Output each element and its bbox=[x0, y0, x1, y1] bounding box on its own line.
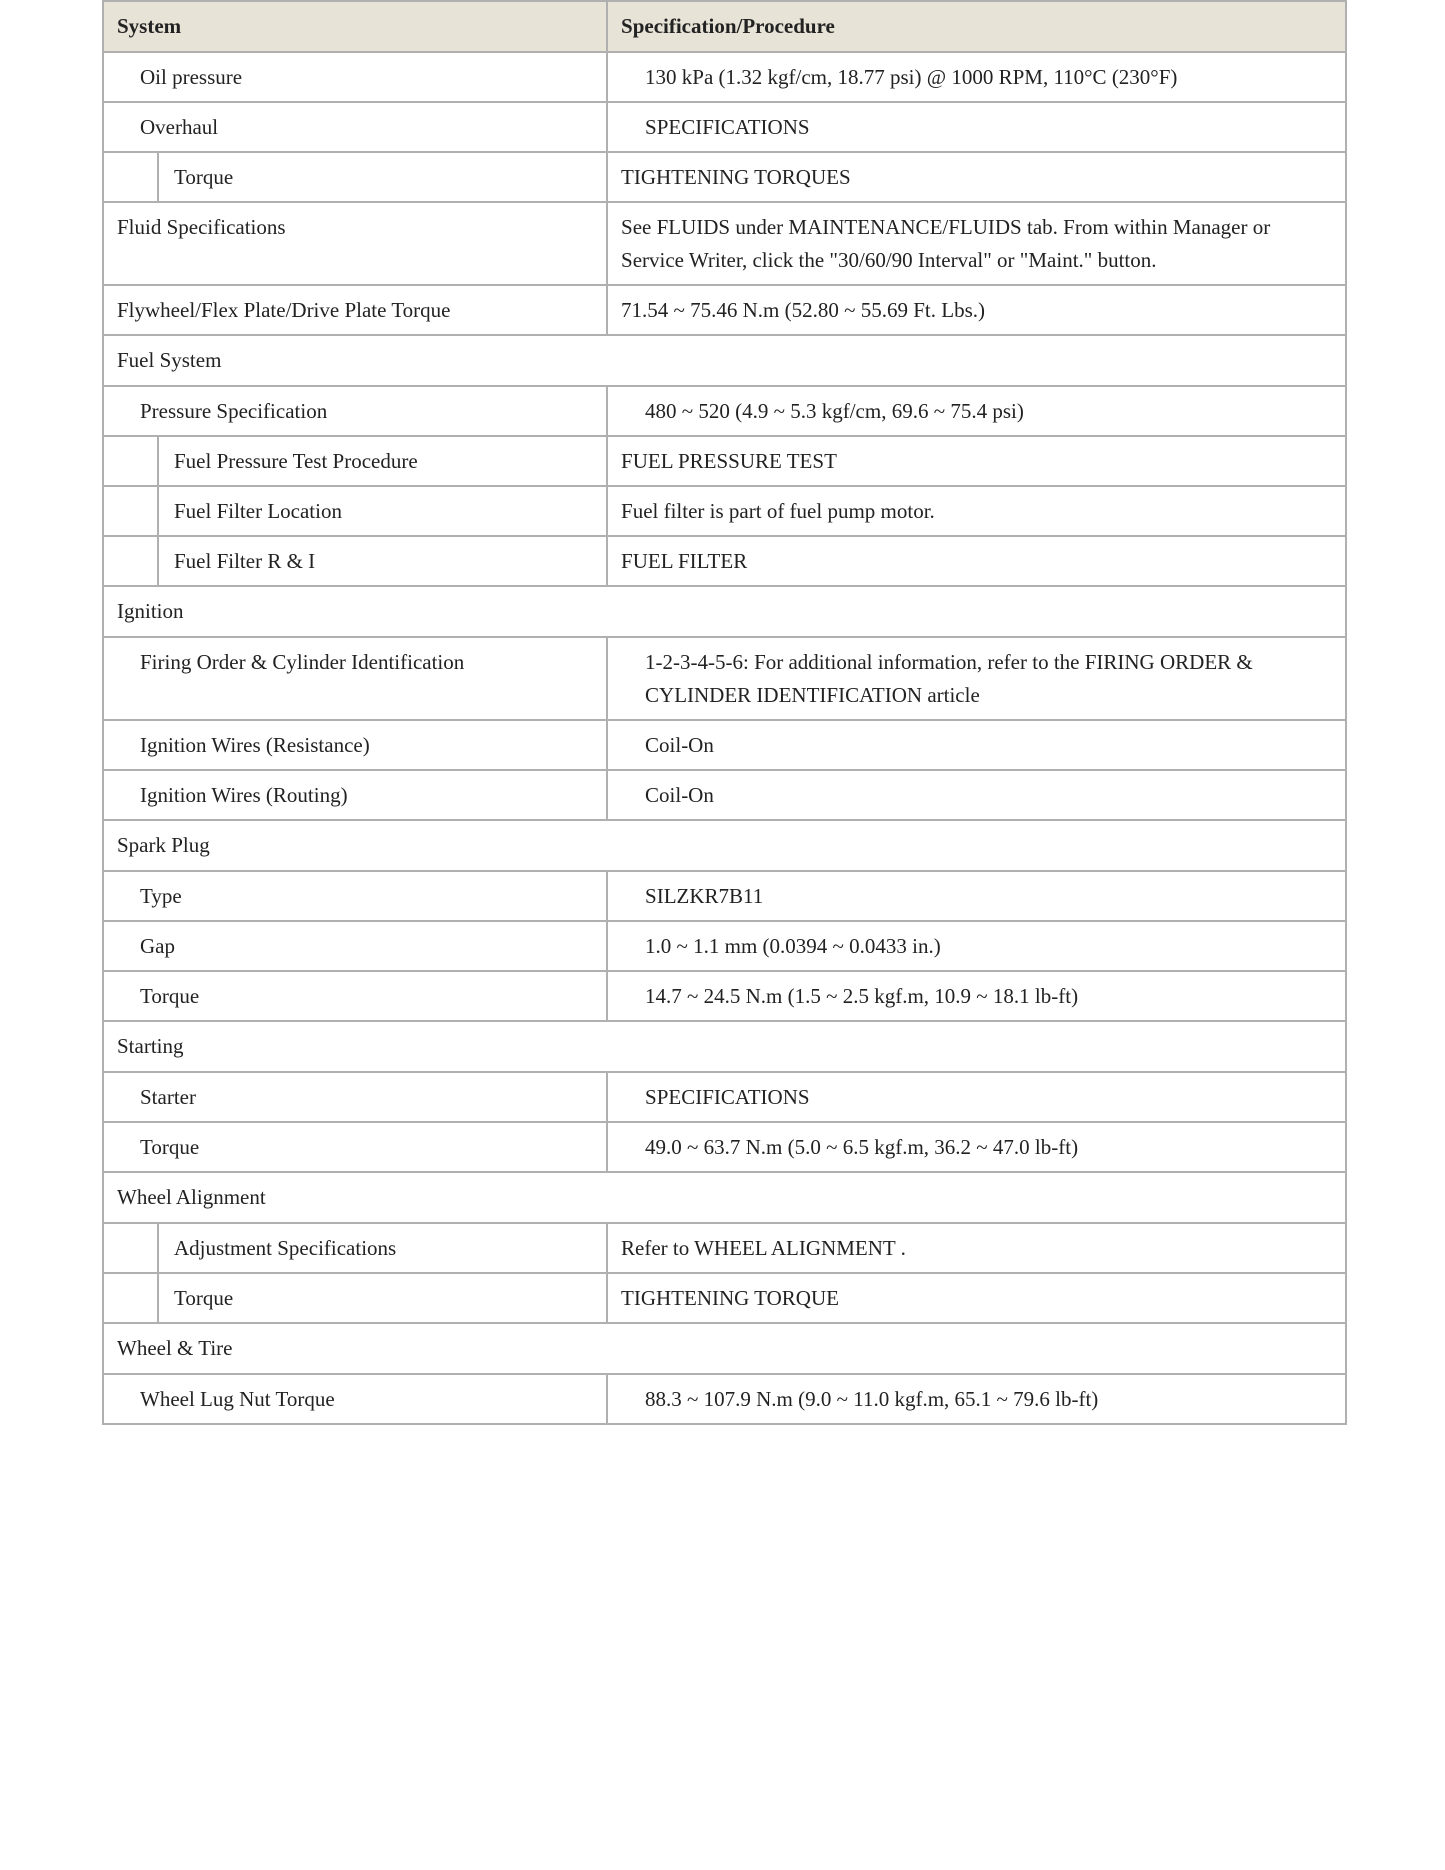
system-cell: Torque bbox=[103, 1122, 607, 1172]
indent-cell bbox=[103, 536, 158, 586]
specification-cell: 480 ~ 520 (4.9 ~ 5.3 kgf/cm, 69.6 ~ 75.4 psi) bbox=[607, 386, 1346, 436]
table-row bbox=[103, 720, 1346, 770]
system-cell: Overhaul bbox=[103, 102, 607, 152]
specifications-table bbox=[102, 0, 1347, 1425]
table-row bbox=[103, 1223, 1346, 1273]
table-row bbox=[103, 1273, 1346, 1323]
system-cell: Flywheel/Flex Plate/Drive Plate Torque bbox=[103, 285, 607, 335]
table-section-row bbox=[103, 586, 1346, 637]
system-cell: Fuel Pressure Test Procedure bbox=[158, 436, 607, 486]
system-cell: Torque bbox=[103, 971, 607, 1021]
specification-cell: 1.0 ~ 1.1 mm (0.0394 ~ 0.0433 in.) bbox=[607, 921, 1346, 971]
header-specification-procedure: Specification/Procedure bbox=[607, 1, 1346, 52]
specification-cell: Fuel filter is part of fuel pump motor. bbox=[607, 486, 1346, 536]
table-row bbox=[103, 436, 1346, 486]
indent-cell bbox=[103, 1223, 158, 1273]
table-section-row bbox=[103, 1021, 1346, 1072]
section-title: Fuel System bbox=[103, 335, 1346, 386]
table-row bbox=[103, 536, 1346, 586]
table-row bbox=[103, 770, 1346, 820]
table-row bbox=[103, 486, 1346, 536]
system-cell: Ignition Wires (Resistance) bbox=[103, 720, 607, 770]
specification-cell: Coil-On bbox=[607, 770, 1346, 820]
indent-cell bbox=[103, 436, 158, 486]
section-title: Wheel Alignment bbox=[103, 1172, 1346, 1223]
system-cell: Firing Order & Cylinder Identification bbox=[103, 637, 607, 720]
specification-cell: 130 kPa (1.32 kgf/cm, 18.77 psi) @ 1000 RPM, 110°C (230°F) bbox=[607, 52, 1346, 102]
table-row bbox=[103, 971, 1346, 1021]
system-cell: Starter bbox=[103, 1072, 607, 1122]
table-row bbox=[103, 285, 1346, 335]
table-row bbox=[103, 921, 1346, 971]
table-row bbox=[103, 1072, 1346, 1122]
table-row bbox=[103, 152, 1346, 202]
indent-cell bbox=[103, 1273, 158, 1323]
system-cell: Pressure Specification bbox=[103, 386, 607, 436]
system-cell: Adjustment Specifications bbox=[158, 1223, 607, 1273]
system-cell: Torque bbox=[158, 152, 607, 202]
table-section-row bbox=[103, 820, 1346, 871]
table-section-row bbox=[103, 1172, 1346, 1223]
specification-cell: 1-2-3-4-5-6: For additional information, refer to the FIRING ORDER & CYLINDER IDENTIFICATION article bbox=[607, 637, 1346, 720]
section-title: Starting bbox=[103, 1021, 1346, 1072]
system-cell: Wheel Lug Nut Torque bbox=[103, 1374, 607, 1424]
system-cell: Fluid Specifications bbox=[103, 202, 607, 285]
specification-cell: TIGHTENING TORQUES bbox=[607, 152, 1346, 202]
specification-cell: 49.0 ~ 63.7 N.m (5.0 ~ 6.5 kgf.m, 36.2 ~ 47.0 lb-ft) bbox=[607, 1122, 1346, 1172]
specification-cell: FUEL PRESSURE TEST bbox=[607, 436, 1346, 486]
table-row bbox=[103, 1122, 1346, 1172]
specification-cell: SPECIFICATIONS bbox=[607, 1072, 1346, 1122]
system-cell: Fuel Filter Location bbox=[158, 486, 607, 536]
header-system: System bbox=[103, 1, 607, 52]
specification-cell: 14.7 ~ 24.5 N.m (1.5 ~ 2.5 kgf.m, 10.9 ~ 18.1 lb-ft) bbox=[607, 971, 1346, 1021]
table-row bbox=[103, 637, 1346, 720]
table-body bbox=[103, 52, 1346, 1424]
table-section-row bbox=[103, 335, 1346, 386]
table-row bbox=[103, 1374, 1346, 1424]
specification-cell: See FLUIDS under MAINTENANCE/FLUIDS tab. From within Manager or Service Writer, click the "30/60/90 Interval" or "Maint." button. bbox=[607, 202, 1346, 285]
specification-cell: SPECIFICATIONS bbox=[607, 102, 1346, 152]
table-section-row bbox=[103, 1323, 1346, 1374]
table-row bbox=[103, 102, 1346, 152]
specification-cell: 88.3 ~ 107.9 N.m (9.0 ~ 11.0 kgf.m, 65.1 ~ 79.6 lb-ft) bbox=[607, 1374, 1346, 1424]
specification-cell: TIGHTENING TORQUE bbox=[607, 1273, 1346, 1323]
section-title: Ignition bbox=[103, 586, 1346, 637]
section-title: Wheel & Tire bbox=[103, 1323, 1346, 1374]
table-row bbox=[103, 871, 1346, 921]
system-cell: Oil pressure bbox=[103, 52, 607, 102]
table-row bbox=[103, 52, 1346, 102]
specification-cell: 71.54 ~ 75.46 N.m (52.80 ~ 55.69 Ft. Lbs.) bbox=[607, 285, 1346, 335]
system-cell: Type bbox=[103, 871, 607, 921]
system-cell: Fuel Filter R & I bbox=[158, 536, 607, 586]
specification-cell: Refer to WHEEL ALIGNMENT . bbox=[607, 1223, 1346, 1273]
system-cell: Ignition Wires (Routing) bbox=[103, 770, 607, 820]
table-row bbox=[103, 202, 1346, 285]
section-title: Spark Plug bbox=[103, 820, 1346, 871]
indent-cell bbox=[103, 486, 158, 536]
specification-cell: Coil-On bbox=[607, 720, 1346, 770]
system-cell: Gap bbox=[103, 921, 607, 971]
table-header-row bbox=[103, 1, 1346, 52]
system-cell: Torque bbox=[158, 1273, 607, 1323]
indent-cell bbox=[103, 152, 158, 202]
specification-cell: FUEL FILTER bbox=[607, 536, 1346, 586]
specification-cell: SILZKR7B11 bbox=[607, 871, 1346, 921]
table-row bbox=[103, 386, 1346, 436]
